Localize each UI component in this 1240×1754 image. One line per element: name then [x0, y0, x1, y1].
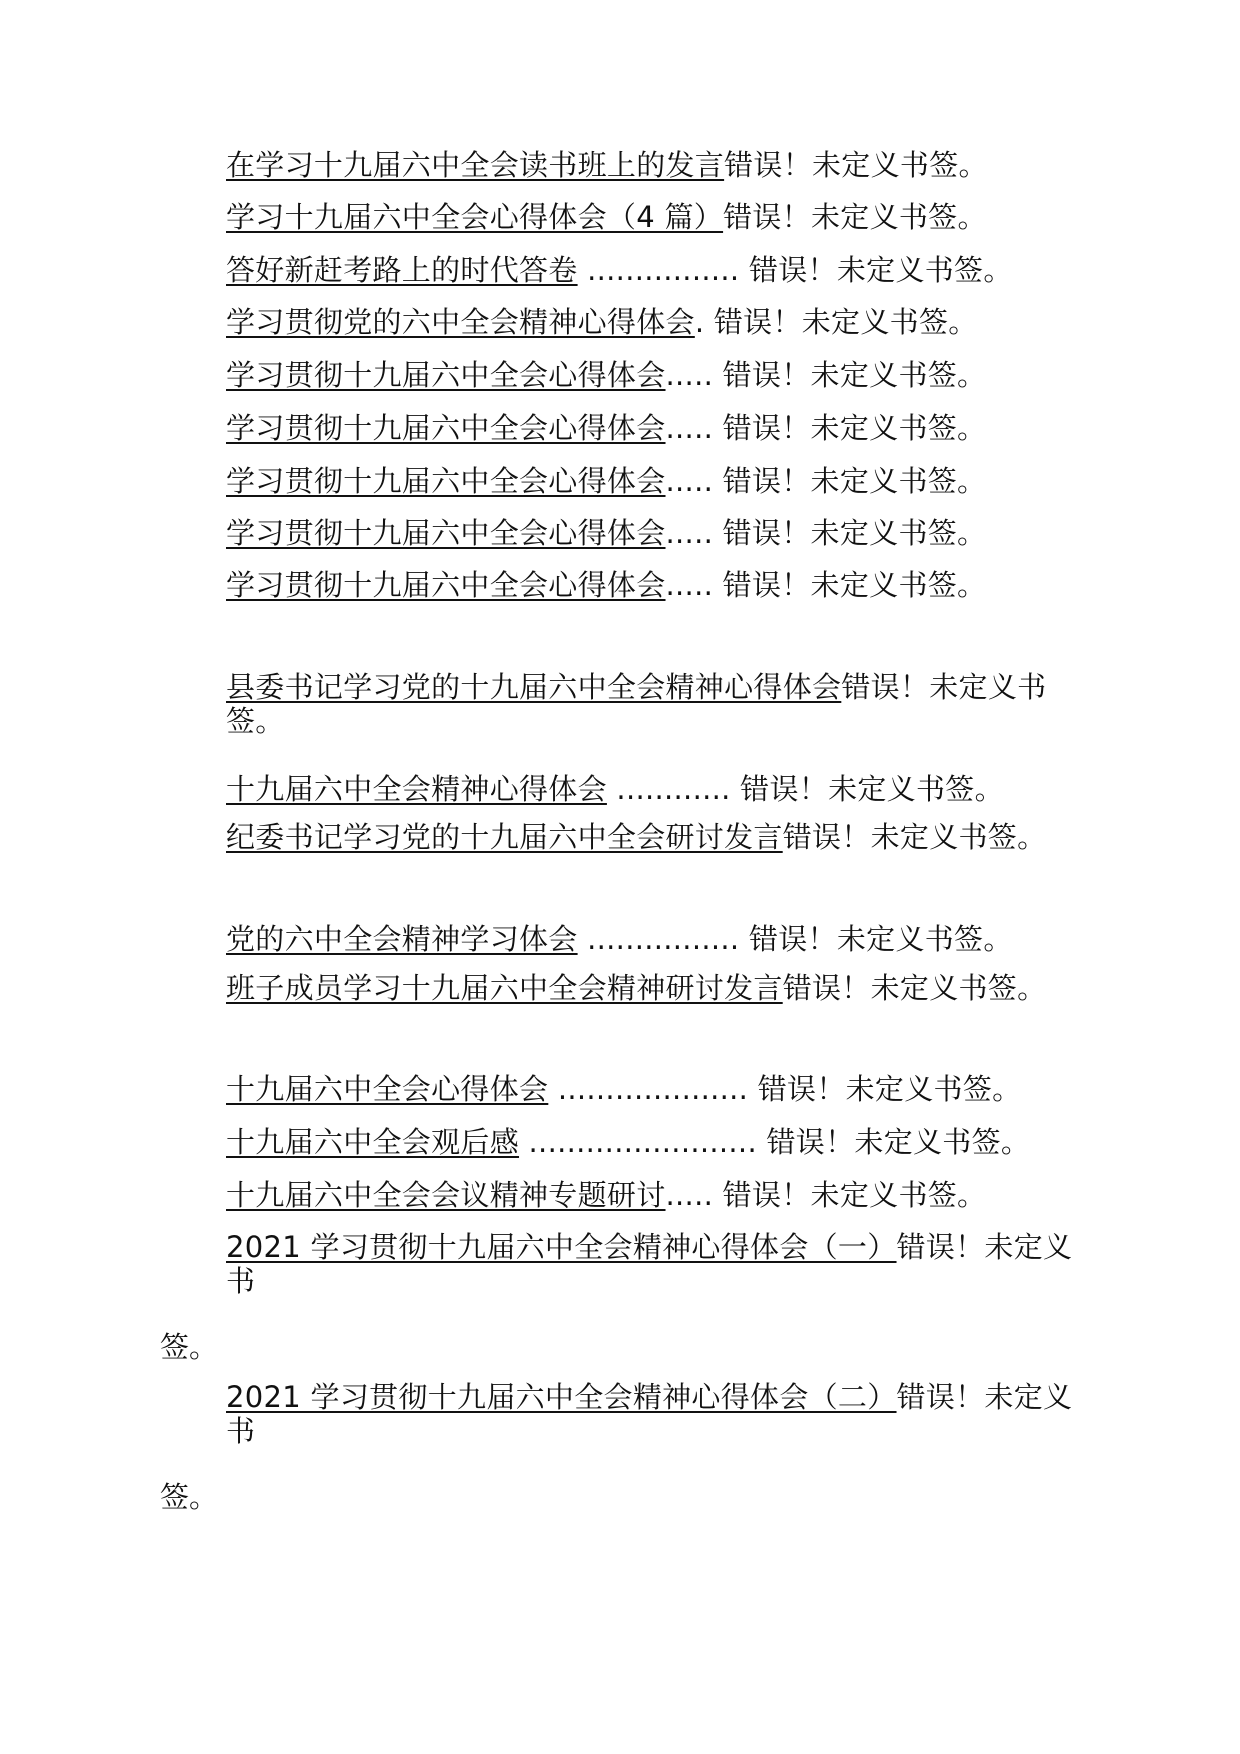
toc-entry	[226, 971, 1086, 1005]
toc-link[interactable]: 学习贯彻十九届六中全会心得体会	[226, 516, 666, 550]
toc-entry	[226, 305, 1086, 339]
toc-error-text: 错误！未定义书签。	[766, 1125, 1031, 1159]
toc-link[interactable]: 十九届六中全会观后感	[226, 1125, 520, 1159]
toc-error-text: 错误！未定义书签。	[722, 516, 987, 550]
toc-link[interactable]: 在学习十九届六中全会读书班上的发言	[226, 148, 725, 182]
toc-leader: .....	[665, 358, 723, 392]
toc-link[interactable]: 十九届六中全会心得体会	[226, 1072, 549, 1106]
wrapped-text-fragment: 签。	[160, 1330, 219, 1364]
toc-error-text: 错误！未定义书签。	[722, 1178, 987, 1212]
toc-link[interactable]: 学习贯彻十九届六中全会心得体会	[226, 411, 666, 445]
toc-link[interactable]: 答好新赶考路上的时代答卷	[226, 253, 578, 287]
toc-leader: .	[694, 305, 714, 339]
toc-leader: ........................	[519, 1125, 767, 1159]
toc-error-text: 错误！未定义书签。	[782, 820, 1047, 854]
toc-entry	[226, 253, 1086, 287]
toc-entry	[226, 358, 1086, 392]
toc-link[interactable]: 十九届六中全会精神心得体会	[226, 772, 607, 806]
toc-error-text: 错误！未定义书签。	[757, 1072, 1022, 1106]
toc-leader: .....	[665, 516, 723, 550]
toc-link[interactable]: 学习贯彻十九届六中全会心得体会	[226, 358, 666, 392]
toc-error-text: 错误！未定义书签。	[722, 464, 987, 498]
toc-entry	[226, 464, 1086, 498]
toc-error-text: 错误！未定义书	[226, 1230, 1073, 1298]
toc-leader: ............	[606, 772, 741, 806]
toc-link[interactable]: 十九届六中全会会议精神专题研讨	[226, 1178, 666, 1212]
toc-error-text: 错误！未定义书签。	[722, 568, 987, 602]
toc-leader: ................	[577, 922, 749, 956]
toc-entry	[226, 1072, 1086, 1106]
toc-entry	[226, 516, 1086, 550]
toc-link[interactable]: 县委书记学习党的十九届六中全会精神心得体会	[226, 670, 842, 704]
toc-entry	[226, 670, 1086, 738]
toc-error-text: 错误！未定义书签。	[748, 253, 1013, 287]
toc-error-text: 错误！未定义书签。	[713, 305, 978, 339]
toc-leader: ................	[577, 253, 749, 287]
toc-error-text: 错误！未定义书签。	[722, 358, 987, 392]
toc-entry	[226, 1380, 1086, 1448]
toc-error-text: 错误！未定义书签。	[723, 200, 987, 234]
toc-link[interactable]: 学习贯彻十九届六中全会心得体会	[226, 464, 666, 498]
toc-link[interactable]: 班子成员学习十九届六中全会精神研讨发言	[226, 971, 783, 1005]
toc-entry	[226, 1125, 1086, 1159]
toc-link[interactable]: 2021 学习贯彻十九届六中全会精神心得体会（一）	[226, 1230, 897, 1264]
toc-link[interactable]: 学习贯彻十九届六中全会心得体会	[226, 568, 666, 602]
toc-link[interactable]: 学习贯彻党的六中全会精神心得体会	[226, 305, 695, 339]
toc-error-text: 错误！未定义书签。	[226, 670, 1047, 738]
toc-leader: ....................	[548, 1072, 758, 1106]
toc-error-text: 错误！未定义书签。	[740, 772, 1004, 806]
toc-entry	[226, 820, 1086, 854]
toc-entry	[226, 922, 1086, 956]
toc-link[interactable]: 学习十九届六中全会心得体会（4 篇）	[226, 200, 724, 234]
toc-error-text: 错误！未定义书	[226, 1380, 1073, 1448]
toc-error-text: 错误！未定义书签。	[724, 148, 988, 182]
toc-link[interactable]: 纪委书记学习党的十九届六中全会研讨发言	[226, 820, 783, 854]
toc-link[interactable]: 2021 学习贯彻十九届六中全会精神心得体会（二）	[226, 1380, 897, 1414]
toc-entry	[226, 200, 1086, 234]
toc-entry	[226, 772, 1086, 806]
toc-entry	[226, 411, 1086, 445]
wrapped-text-fragment: 签。	[160, 1480, 219, 1514]
toc-leader: .....	[665, 464, 723, 498]
toc-entry	[226, 568, 1086, 602]
toc-error-text: 错误！未定义书签。	[782, 971, 1047, 1005]
toc-error-text: 错误！未定义书签。	[722, 411, 987, 445]
toc-link[interactable]: 党的六中全会精神学习体会	[226, 922, 578, 956]
toc-leader: .....	[665, 411, 723, 445]
toc-leader: .....	[665, 568, 723, 602]
toc-leader: .....	[665, 1178, 723, 1212]
toc-error-text: 错误！未定义书签。	[748, 922, 1013, 956]
toc-entry	[226, 1230, 1086, 1298]
toc-entry	[226, 1178, 1086, 1212]
toc-entry	[226, 148, 1086, 182]
